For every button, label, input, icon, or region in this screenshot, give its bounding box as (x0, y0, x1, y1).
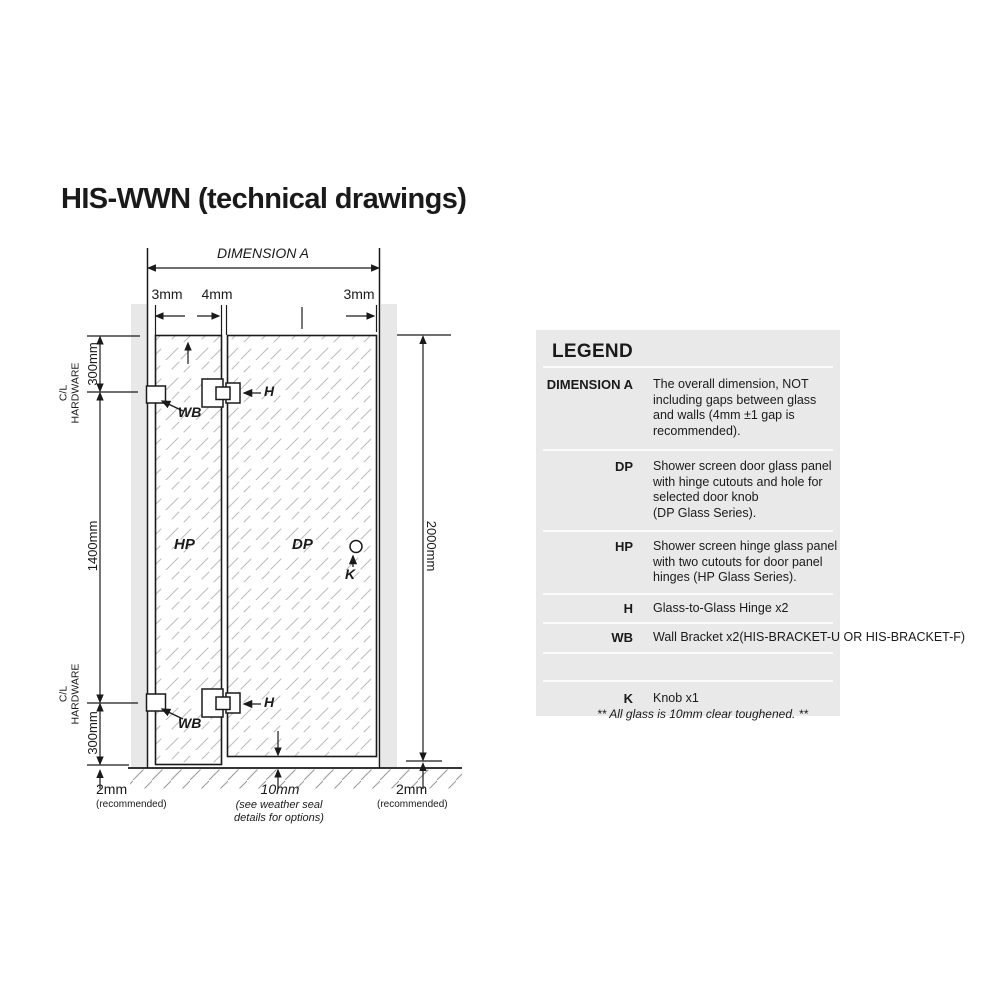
wall-bracket-top-label: WB (178, 404, 202, 420)
legend-definition-line: recommended). (653, 423, 741, 438)
legend-row-dp (536, 451, 840, 530)
legend-title: LEGEND (552, 341, 633, 362)
legend-definition-line: The overall dimension, NOT (653, 377, 809, 391)
legend-definition-line: hinges (HP Glass Series). (653, 570, 797, 584)
bottom-middle-gap-note-line1: (see weather seal (235, 799, 323, 811)
glass-footnote: ** All glass is 10mm clear toughened. ** (597, 707, 808, 721)
legend-definition (653, 377, 816, 439)
legend-definition-line: Knob x1 (653, 690, 699, 705)
legend-definition-line: Shower screen door glass panel (653, 459, 832, 473)
legend-term: H (623, 600, 633, 616)
dimension-a-label: DIMENSION A (216, 245, 310, 261)
wall-bracket-bottom-label: WB (178, 715, 202, 731)
cl-line1: C/L (57, 685, 70, 703)
wall-bracket-bottom (147, 694, 166, 711)
hinge-top-label: H (264, 383, 275, 399)
legend-definition-line: selected door knob (653, 490, 759, 504)
legend-term: DIMENSION A (546, 377, 633, 392)
cl-line2: HARDWARE (69, 663, 81, 725)
legend-definition (653, 630, 965, 646)
legend-definition-line: Glass-to-Glass Hinge x2 (653, 600, 789, 615)
cl-line1: C/L (57, 384, 70, 402)
cl-hardware-top-label (59, 363, 82, 424)
legend-row-hp (536, 532, 840, 593)
wall-bracket-top (147, 386, 166, 403)
gap-left-label: 3mm (151, 286, 183, 302)
legend-term: HP (614, 539, 633, 554)
dim-1400-label: 1400mm (84, 520, 100, 572)
dim-2000-label: 2000mm (424, 520, 440, 572)
cl-hardware-bottom-label (59, 664, 82, 725)
dp-panel-label: DP (292, 536, 313, 553)
legend-definition (653, 539, 837, 586)
bottom-middle-gap-value: 10mm (260, 781, 300, 797)
bottom-right-gap-note: (recommended) (377, 799, 448, 810)
legend-definition (653, 601, 788, 617)
bottom-left-gap-note: (recommended) (96, 799, 167, 810)
knob-label: K (345, 566, 356, 582)
legend-row-wb (536, 624, 966, 652)
bottom-middle-gap-note-line2: details for options) (234, 812, 324, 824)
legend-definition-line: Wall Bracket x2(HIS-BRACKET-U OR HIS-BRACKET-F) (653, 630, 966, 644)
legend-term: K (623, 690, 633, 706)
legend-definition-line: (DP Glass Series). (653, 505, 757, 520)
bottom-left-gap-value: 2mm (96, 781, 128, 797)
left-wall (131, 304, 147, 768)
legend-definition-line: including gaps between glass (653, 392, 817, 407)
gap-right-label: 3mm (343, 286, 375, 302)
hinge-bottom (202, 689, 240, 717)
dim-300-top-label: 300mm (84, 342, 100, 386)
legend-row-h (536, 595, 840, 623)
legend-definition (653, 459, 832, 521)
hinge-bottom-label: H (264, 694, 275, 710)
legend-row-blank (536, 654, 840, 680)
legend-term: WB (611, 630, 633, 645)
legend-definition-line: with two cutouts for door panel (653, 554, 823, 569)
cl-line2: HARDWARE (69, 362, 81, 424)
dim-300-bottom-label: 300mm (84, 711, 100, 755)
legend-term: DP (614, 459, 633, 474)
gap-middle-label: 4mm (201, 286, 233, 302)
legend-definition-line: Shower screen hinge glass panel (653, 539, 838, 553)
legend-definition (653, 691, 699, 707)
right-wall (381, 304, 397, 768)
legend-definition-line: with hinge cutouts and hole for (653, 474, 823, 489)
bottom-right-gap-value: 2mm (396, 781, 428, 797)
top-extension-lines (156, 305, 377, 335)
legend-definition-line: and walls (4mm ±1 gap is (653, 408, 795, 422)
hp-panel-label: HP (174, 536, 195, 553)
hinge-top (202, 379, 240, 407)
legend-panel (536, 330, 966, 716)
knob-circle (350, 541, 362, 553)
legend-row-dimension-a (536, 368, 840, 449)
page-title: HIS-WWN (technical drawings) (61, 183, 467, 215)
